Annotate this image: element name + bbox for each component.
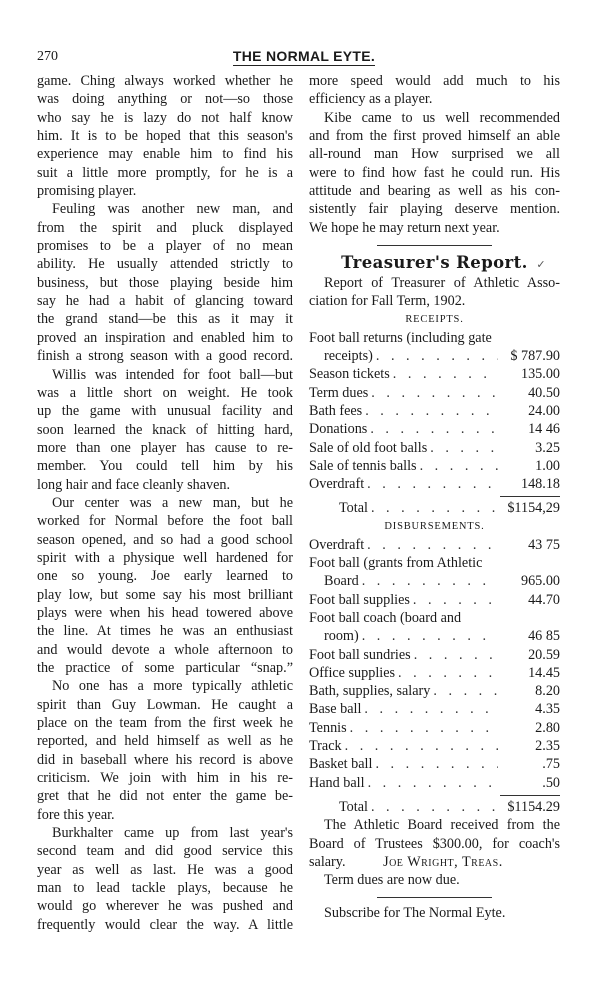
text-line: criticism. We join with him in his re- [37, 770, 293, 787]
ledger-amount: 2.80 [535, 719, 560, 736]
ledger-row [309, 646, 560, 664]
leader-dots [430, 682, 498, 700]
disbursements-table [309, 536, 560, 792]
text-line: experience may enable him to find his [37, 146, 293, 163]
text-line: more speed would add much to his [309, 73, 560, 89]
leader-dots [372, 755, 498, 773]
ledger-label: Hand ball [309, 774, 365, 791]
ledger-label: Foot ball sundries [309, 646, 411, 663]
leader-dots [390, 365, 498, 383]
ledger-amount: 14.45 [528, 664, 560, 681]
text-line: and from the first proved himself an able [309, 128, 560, 145]
receipts-table [309, 329, 560, 494]
ledger-amount: .50 [542, 774, 560, 791]
ledger-row [309, 664, 560, 682]
ledger-row [309, 774, 560, 792]
text-line: from the spirit and pluck displayed [37, 219, 293, 236]
leader-dots [365, 774, 498, 792]
leader-dots [417, 457, 498, 475]
ledger-amount: 44.70 [528, 591, 560, 608]
ledger-amount: 2.35 [535, 738, 560, 755]
treasurer-signature: Joe Wright, Treas. [383, 853, 503, 870]
text-line: worked for Normal before the foot ball [37, 513, 293, 530]
disbursements-heading: DISBURSEMENTS. [384, 520, 485, 532]
text-line: Willis was intended for foot ball—but [52, 366, 293, 383]
report-intro [309, 274, 560, 311]
ledger-label: Bath, supplies, salary [309, 683, 431, 700]
ledger-label: Bath fees [309, 402, 363, 419]
text-line: Board of Trustees $300.00, for coach's [309, 835, 560, 852]
text-line: member. You could tell him by his [37, 458, 293, 475]
ledger-amount: 4.35 [535, 701, 560, 718]
ledger-row [309, 439, 560, 457]
ledger-label: receipts) [324, 348, 373, 365]
ledger-row [309, 457, 560, 475]
receipts-heading: RECEIPTS. [405, 313, 464, 325]
ledger-row [309, 554, 560, 572]
text-line: finish a strong season with a good record. [37, 348, 293, 365]
ledger-amount: 8.20 [535, 683, 560, 700]
text-line: and would devote a whole afternoon to [37, 641, 293, 658]
text-line: reported, and held himself as well as he [37, 733, 293, 750]
text-line: who say he is lazy do not half know [37, 109, 293, 126]
ledger-label: Basket ball [309, 756, 373, 773]
text-line: promising player. [37, 183, 137, 200]
text-line: play low, but some say his most brilliant [37, 586, 293, 603]
section-divider [377, 245, 492, 246]
leader-dots [368, 384, 498, 402]
text-line: Report of Treasurer of Athletic Asso- [324, 275, 560, 292]
leader-dots [359, 572, 498, 590]
leader-dots [347, 719, 498, 737]
text-line: gret that he did not enter the game be- [37, 788, 293, 805]
leader-dots [364, 475, 498, 493]
text-line: was doing anything or not—so those [37, 91, 293, 108]
ledger-row [309, 572, 560, 590]
ledger-amount: 46 85 [528, 628, 560, 645]
check-mark-icon: ✓ [536, 258, 546, 272]
text-line: frequently would clear the way. A little [37, 916, 293, 933]
disbursements-sum-rule [500, 795, 560, 796]
leader-dots [411, 646, 498, 664]
text-line: up the game with unusual facility and [37, 403, 293, 420]
text-line: Burkhalter came up from last year's [52, 825, 293, 842]
ledger-label: Sale of tennis balls [309, 457, 417, 474]
ledger-row [309, 737, 560, 755]
page-number: 270 [37, 49, 58, 64]
text-line: plays were when his head towered above [37, 604, 293, 621]
text-line: the grand stand—be this as it may it [37, 311, 293, 328]
text-line: attitude and bearing as well as his con- [309, 183, 560, 200]
text-line: The Athletic Board received from the [324, 817, 560, 834]
text-line: would go wherever he was pushed and [37, 898, 293, 915]
text-line: suit a little more promptly, for he is a [37, 164, 293, 181]
ledger-row [309, 609, 560, 627]
ledger-label: room) [324, 628, 359, 645]
text-line: spirit than Guy Lowman. He caught a [37, 696, 293, 713]
text-line: season opened, and so had a good school [37, 531, 293, 548]
ledger-label: Foot ball (grants from Athletic [309, 555, 483, 572]
leader-dots [359, 627, 498, 645]
ledger-label: Foot ball supplies [309, 591, 410, 608]
ledger-amount: 40.50 [528, 384, 560, 401]
ledger-row [309, 475, 560, 493]
text-line: proved an inspiration and enabled him to [37, 329, 293, 346]
ledger-label: Board [324, 573, 359, 590]
ledger-row [309, 627, 560, 645]
text-line: soon learned the knack of hitting hard, [37, 421, 293, 438]
total-amount: $1154.29 [507, 798, 560, 815]
text-line: efficiency as a player. [309, 91, 433, 108]
leader-dots [342, 737, 498, 755]
ledger-row [309, 755, 560, 773]
ledger-label: Tennis [309, 719, 347, 736]
total-amount: $1154,29 [507, 500, 560, 517]
text-line: second team and did good service this [37, 843, 293, 860]
text-line: the line. At times he was an enthusiast [37, 623, 293, 640]
text-line: long hair and face cleanly shaven. [37, 476, 231, 493]
leader-dots [410, 591, 498, 609]
text-line: fore this year. [37, 806, 115, 823]
text-line: year as well as last. He was a good [37, 861, 293, 878]
text-line: were to find how fast he could run. His [309, 164, 560, 181]
ledger-amount: 1.00 [535, 457, 560, 474]
text-line: place on the team from the first week he [37, 715, 293, 732]
ledger-amount: 14 46 [528, 421, 560, 438]
text-line: say he had a habit of glancing toward [37, 293, 293, 310]
ledger-label: Sale of old foot balls [309, 439, 428, 456]
ledger-amount: 3.25 [535, 439, 560, 456]
text-line: ciation for Fall Term, 1902. [309, 293, 466, 310]
text-line: ability. He usually attended strictly to [37, 256, 293, 273]
receipts-total-row [309, 499, 560, 517]
text-line: him. It is to be hoped that this season's [37, 128, 293, 145]
leader-dots [373, 347, 498, 365]
running-head [0, 48, 608, 66]
closing-divider [377, 897, 492, 898]
text-line: Feuling was another new man, and [52, 201, 293, 218]
text-line: No one has a more typically athletic [52, 678, 293, 695]
ledger-amount: 43 75 [528, 536, 560, 553]
text-line: did in baseball where his record is above [37, 751, 293, 768]
subscribe-note: Subscribe for The Normal Eyte. [324, 905, 506, 922]
ledger-amount: 148.18 [520, 476, 560, 493]
report-title-text: Treasurer's Report. [341, 253, 528, 273]
leader-dots [395, 664, 498, 682]
ledger-row [309, 719, 560, 737]
text-line: more than one player has cause to re- [37, 439, 293, 456]
text-line: We hope he may return next year. [309, 219, 500, 236]
ledger-row [309, 329, 560, 347]
leader-dots [368, 798, 498, 816]
ledger-label: Overdraft [309, 476, 365, 493]
dues-note: Term dues are now due. [324, 872, 460, 889]
ledger-row [309, 682, 560, 700]
ledger-amount: 20.59 [528, 646, 560, 663]
leader-dots [367, 420, 498, 438]
ledger-label: Season tickets [309, 366, 390, 383]
leader-dots [368, 499, 498, 517]
ledger-label: Overdraft [309, 536, 365, 553]
text-line: man to lead tackle plays, because he [37, 880, 293, 897]
text-line: game. Ching always worked whether he [37, 73, 293, 89]
text-line: Kibe came to us well recommended [324, 109, 560, 126]
leader-dots [427, 439, 498, 457]
ledger-amount: 135.00 [520, 366, 560, 383]
left-column [37, 72, 293, 934]
report-title [309, 252, 560, 274]
ledger-amount: 24.00 [528, 402, 560, 419]
ledger-label: Base ball [309, 701, 362, 718]
text-line: spirit with a physique well hardened for [37, 549, 293, 566]
ledger-row [309, 384, 560, 402]
text-line: one so young. Joe early learned to [37, 568, 293, 585]
text-line: business, but those playing beside him [37, 274, 293, 291]
ledger-label: Term dues [309, 384, 369, 401]
ledger-amount: 965.00 [520, 573, 560, 590]
text-line: promises to be a player of no mean [37, 238, 293, 255]
leader-dots [361, 700, 498, 718]
ledger-row [309, 347, 560, 365]
ledger-label: Donations [309, 421, 368, 438]
ledger-label: Track [309, 738, 342, 755]
ledger-row [309, 420, 560, 438]
total-label: Total [339, 500, 368, 517]
text-line: Our center was a new man, but he [52, 494, 293, 511]
text-line: the practice of some particular “snap.” [37, 660, 293, 676]
receipts-sum-rule [500, 496, 560, 497]
ledger-row [309, 402, 560, 420]
total-label: Total [339, 798, 368, 815]
ledger-row [309, 365, 560, 383]
ledger-label: Foot ball coach (board and [309, 609, 462, 626]
ledger-amount: $ 787.90 [510, 348, 560, 365]
text-line: all-round man How surprised we all [309, 146, 560, 163]
ledger-amount: .75 [542, 756, 560, 773]
right-column [309, 72, 560, 923]
signature-line [309, 853, 560, 871]
text-line: was a little short on weight. He took [37, 384, 293, 401]
ledger-row [309, 700, 560, 718]
kibe-paragraph [309, 72, 560, 237]
disbursements-total-row [309, 798, 560, 816]
ledger-label: Foot ball returns (including gate [309, 329, 492, 346]
leader-dots [362, 402, 498, 420]
text-line: sistently fair playing deserve mention. [309, 201, 560, 218]
ledger-row [309, 536, 560, 554]
ledger-label: Office supplies [309, 664, 396, 681]
running-title: THE NORMAL EYTE. [232, 48, 376, 64]
ledger-row [309, 591, 560, 609]
closing-paragraph [309, 816, 560, 853]
leader-dots [364, 536, 498, 554]
signature-prefix: salary. [309, 853, 346, 870]
